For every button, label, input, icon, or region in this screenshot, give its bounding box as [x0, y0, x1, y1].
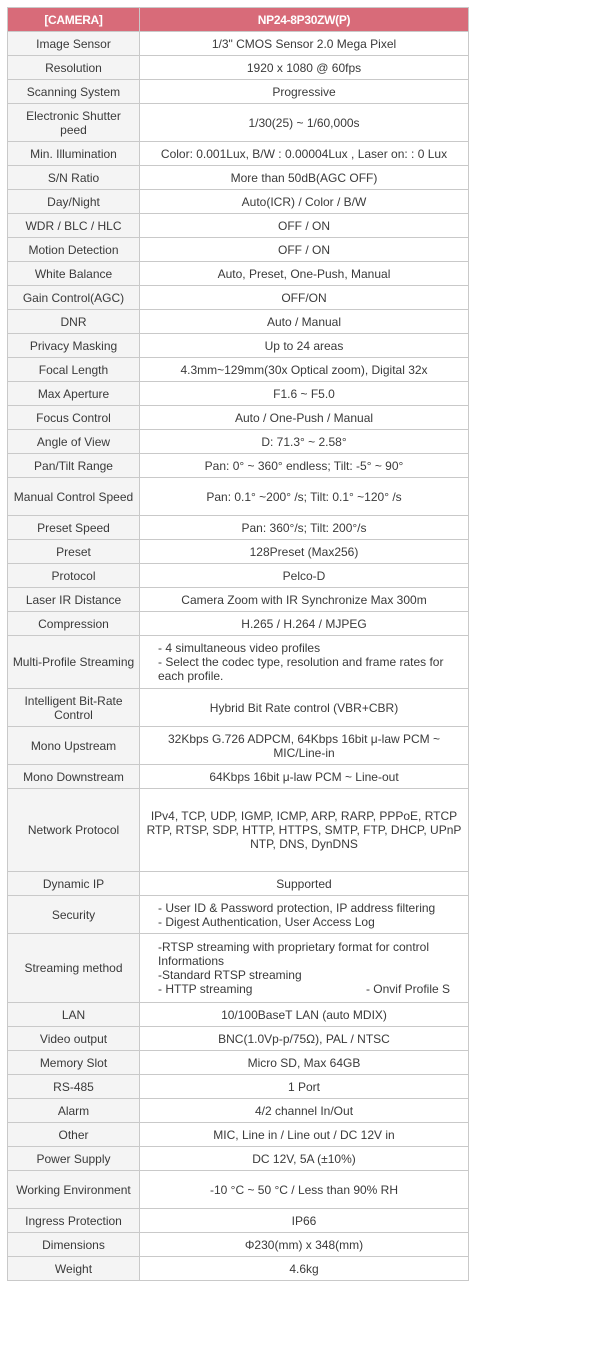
table-row — [8, 104, 469, 142]
table-row — [8, 238, 469, 262]
spec-label-motion-detection: Motion Detection — [8, 238, 140, 262]
table-row — [8, 32, 469, 56]
table-row — [8, 286, 469, 310]
spec-value-line: Color: 0.001Lux, B/W : 0.00004Lux , Laser on: : 0 Lux — [160, 146, 448, 161]
spec-value-weight — [140, 1257, 469, 1281]
spec-value-item: - HTTP streaming — [158, 982, 253, 996]
spec-label-ingress-protection: Ingress Protection — [8, 1209, 140, 1233]
spec-value-line: BNC(1.0Vp-p/75Ω), PAL / NTSC — [218, 1031, 390, 1046]
spec-value-line: 1920 x 1080 @ 60fps — [246, 60, 362, 75]
table-row — [8, 1051, 469, 1075]
table-row — [8, 1257, 469, 1281]
spec-value-alarm — [140, 1099, 469, 1123]
table-row — [8, 1171, 469, 1209]
spec-value-line: Pelco-D — [282, 568, 326, 583]
spec-label-network-protocol: Network Protocol — [8, 789, 140, 872]
spec-value-laser-ir-distance — [140, 588, 469, 612]
spec-value-line: IPv4, TCP, UDP, IGMP, ICMP, ARP, RARP, PPPoE, RTCP — [150, 809, 458, 823]
table-row — [8, 1075, 469, 1099]
spec-value-mono-downstream — [140, 765, 469, 789]
table-row — [8, 564, 469, 588]
spec-value-intelligent-bit-rate-control — [140, 689, 469, 727]
spec-value-line: 32Kbps G.726 ADPCM, 64Kbps 16bit μ-law PCM ~ MIC/Line-in — [167, 731, 441, 760]
spec-value-line: - Digest Authentication, User Access Log — [158, 914, 375, 929]
spec-label-preset-speed: Preset Speed — [8, 516, 140, 540]
spec-value-line: - User ID & Password protection, IP address filtering — [158, 900, 436, 915]
spec-value-line: OFF/ON — [281, 290, 327, 305]
spec-value-line: D: 71.3° ~ 2.58° — [261, 434, 347, 449]
spec-value-min-illumination — [140, 142, 469, 166]
table-row — [8, 310, 469, 334]
table-row — [8, 166, 469, 190]
spec-value-line: 4/2 channel In/Out — [254, 1103, 354, 1118]
spec-label-pan-tilt-range: Pan/Tilt Range — [8, 454, 140, 478]
spec-value-line: 1 Port — [287, 1079, 320, 1094]
spec-label-intelligent-bit-rate-control: Intelligent Bit-Rate Control — [8, 689, 140, 727]
spec-value-line: Progressive — [272, 84, 336, 99]
table-row — [8, 214, 469, 238]
spec-value-line: IP66 — [291, 1213, 317, 1228]
spec-label-white-balance: White Balance — [8, 262, 140, 286]
spec-label-other: Other — [8, 1123, 140, 1147]
spec-value-line: -Standard RTSP streaming — [158, 968, 302, 982]
spec-label-preset: Preset — [8, 540, 140, 564]
table-row — [8, 1003, 469, 1027]
spec-value-pan-tilt-range — [140, 454, 469, 478]
spec-value-line: 4.3mm~129mm(30x Optical zoom), Digital 32x — [180, 362, 428, 377]
spec-value-preset — [140, 540, 469, 564]
spec-value-line: Φ230(mm) x 348(mm) — [244, 1237, 364, 1252]
spec-label-scanning-system: Scanning System — [8, 80, 140, 104]
spec-value-rs-485 — [140, 1075, 469, 1099]
spec-value-line: Auto, Preset, One-Push, Manual — [217, 266, 391, 281]
table-row — [8, 262, 469, 286]
spec-value-dnr — [140, 310, 469, 334]
spec-value-privacy-masking — [140, 334, 469, 358]
spec-value-dimensions — [140, 1233, 469, 1257]
spec-value-line: 128Preset (Max256) — [249, 544, 359, 559]
spec-label-weight: Weight — [8, 1257, 140, 1281]
table-row — [8, 56, 469, 80]
table-row — [8, 1123, 469, 1147]
table-row — [8, 872, 469, 896]
spec-value-line: 4.6kg — [289, 1261, 319, 1276]
table-row — [8, 765, 469, 789]
spec-label-s-n-ratio: S/N Ratio — [8, 166, 140, 190]
spec-value-wdr-blc-hlc — [140, 214, 469, 238]
spec-label-resolution: Resolution — [8, 56, 140, 80]
spec-label-streaming-method: Streaming method — [8, 934, 140, 1003]
spec-label-max-aperture: Max Aperture — [8, 382, 140, 406]
spec-value-line — [158, 982, 464, 996]
spec-label-day-night: Day/Night — [8, 190, 140, 214]
spec-label-security: Security — [8, 896, 140, 934]
spec-value-day-night — [140, 190, 469, 214]
table-row — [8, 80, 469, 104]
table-row — [8, 612, 469, 636]
spec-label-privacy-masking: Privacy Masking — [8, 334, 140, 358]
table-row — [8, 142, 469, 166]
spec-value-line: -10 °C ~ 50 °C / Less than 90% RH — [209, 1182, 399, 1197]
spec-value-line: Auto / One-Push / Manual — [234, 410, 374, 425]
spec-value-line: NTP, DNS, DynDNS — [250, 837, 358, 851]
spec-value-line: 64Kbps 16bit μ-law PCM ~ Line-out — [209, 769, 399, 784]
spec-value-line: Supported — [276, 876, 332, 891]
spec-value-line: Hybrid Bit Rate control (VBR+CBR) — [209, 700, 399, 715]
table-row — [8, 727, 469, 765]
spec-value-line: DC 12V, 5A (±10%) — [252, 1151, 356, 1166]
spec-value-line: H.265 / H.264 / MJPEG — [241, 616, 367, 631]
spec-value-s-n-ratio — [140, 166, 469, 190]
spec-label-alarm: Alarm — [8, 1099, 140, 1123]
spec-value-focus-control — [140, 406, 469, 430]
spec-value-line: Pan: 360°/s; Tilt: 200°/s — [241, 520, 367, 535]
spec-value-max-aperture — [140, 382, 469, 406]
table-row — [8, 430, 469, 454]
table-row — [8, 382, 469, 406]
spec-value-item: - Onvif Profile S — [365, 982, 450, 996]
spec-label-dynamic-ip: Dynamic IP — [8, 872, 140, 896]
spec-value-memory-slot — [140, 1051, 469, 1075]
spec-value-line: Micro SD, Max 64GB — [247, 1055, 361, 1070]
spec-value-line: - Select the codec type, resolution and frame rates for each profile. — [158, 655, 444, 683]
spec-value-security — [140, 896, 469, 934]
spec-value-line: Up to 24 areas — [264, 338, 344, 353]
spec-value-working-environment — [140, 1171, 469, 1209]
spec-value-line: -RTSP streaming with proprietary format for control Informations — [158, 940, 429, 968]
spec-value-line: OFF / ON — [278, 242, 330, 257]
spec-table-body — [8, 32, 469, 1281]
table-header-row — [8, 8, 469, 32]
spec-label-mono-downstream: Mono Downstream — [8, 765, 140, 789]
spec-value-compression — [140, 612, 469, 636]
spec-value-angle-of-view — [140, 430, 469, 454]
table-row — [8, 689, 469, 727]
table-row — [8, 478, 469, 516]
table-row — [8, 789, 469, 872]
spec-label-image-sensor: Image Sensor — [8, 32, 140, 56]
spec-label-laser-ir-distance: Laser IR Distance — [8, 588, 140, 612]
spec-value-other — [140, 1123, 469, 1147]
spec-value-line: More than 50dB(AGC OFF) — [230, 170, 378, 185]
spec-label-focal-length: Focal Length — [8, 358, 140, 382]
spec-value-line: 1/30(25) ~ 1/60,000s — [248, 115, 360, 130]
header-category: [CAMERA] — [8, 8, 140, 32]
spec-label-protocol: Protocol — [8, 564, 140, 588]
spec-value-protocol — [140, 564, 469, 588]
spec-value-line: RTP, RTSP, SDP, HTTP, HTTPS, SMTP, FTP, DHCP, UPnP — [146, 823, 462, 837]
spec-label-mono-upstream: Mono Upstream — [8, 727, 140, 765]
spec-value-dynamic-ip — [140, 872, 469, 896]
spec-value-line: - 4 simultaneous video profiles — [158, 641, 321, 655]
spec-value-motion-detection — [140, 238, 469, 262]
spec-value-image-sensor — [140, 32, 469, 56]
spec-value-network-protocol — [140, 789, 469, 872]
header-model: NP24-8P30ZW(P) — [140, 8, 469, 32]
spec-value-streaming-method — [140, 934, 469, 1003]
table-row — [8, 516, 469, 540]
spec-value-line: Auto(ICR) / Color / B/W — [241, 194, 367, 209]
spec-label-dimensions: Dimensions — [8, 1233, 140, 1257]
spec-value-line: Auto / Manual — [266, 314, 342, 329]
spec-label-compression: Compression — [8, 612, 140, 636]
spec-value-line: Pan: 0° ~ 360° endless; Tilt: -5° ~ 90° — [204, 458, 404, 473]
spec-label-gain-control-agc: Gain Control(AGC) — [8, 286, 140, 310]
spec-value-line: MIC, Line in / Line out / DC 12V in — [213, 1127, 395, 1142]
spec-label-rs-485: RS-485 — [8, 1075, 140, 1099]
spec-label-working-environment: Working Environment — [8, 1171, 140, 1209]
table-row — [8, 934, 469, 1003]
spec-label-min-illumination: Min. Illumination — [8, 142, 140, 166]
spec-value-line: 1/3" CMOS Sensor 2.0 Mega Pixel — [211, 36, 397, 51]
table-row — [8, 1233, 469, 1257]
spec-value-resolution — [140, 56, 469, 80]
spec-value-lan — [140, 1003, 469, 1027]
table-row — [8, 588, 469, 612]
spec-value-electronic-shutter-peed — [140, 104, 469, 142]
spec-value-scanning-system — [140, 80, 469, 104]
spec-label-angle-of-view: Angle of View — [8, 430, 140, 454]
table-row — [8, 1147, 469, 1171]
spec-label-video-output: Video output — [8, 1027, 140, 1051]
spec-label-lan: LAN — [8, 1003, 140, 1027]
spec-value-ingress-protection — [140, 1209, 469, 1233]
table-row — [8, 454, 469, 478]
table-row — [8, 896, 469, 934]
spec-value-white-balance — [140, 262, 469, 286]
spec-value-video-output — [140, 1027, 469, 1051]
table-row — [8, 1209, 469, 1233]
spec-label-power-supply: Power Supply — [8, 1147, 140, 1171]
spec-label-memory-slot: Memory Slot — [8, 1051, 140, 1075]
spec-label-multi-profile-streaming: Multi-Profile Streaming — [8, 636, 140, 689]
spec-value-line: OFF / ON — [278, 218, 330, 233]
spec-table — [7, 7, 469, 1281]
table-row — [8, 636, 469, 689]
spec-label-wdr-blc-hlc: WDR / BLC / HLC — [8, 214, 140, 238]
spec-value-line: Camera Zoom with IR Synchronize Max 300m — [181, 592, 427, 607]
spec-label-manual-control-speed: Manual Control Speed — [8, 478, 140, 516]
table-row — [8, 190, 469, 214]
spec-value-focal-length — [140, 358, 469, 382]
spec-value-power-supply — [140, 1147, 469, 1171]
spec-value-line: Pan: 0.1° ~200° /s; Tilt: 0.1° ~120° /s — [206, 489, 402, 504]
spec-label-electronic-shutter-peed: Electronic Shutter peed — [8, 104, 140, 142]
spec-label-focus-control: Focus Control — [8, 406, 140, 430]
spec-value-mono-upstream — [140, 727, 469, 765]
table-row — [8, 1027, 469, 1051]
table-row — [8, 334, 469, 358]
spec-value-line: F1.6 ~ F5.0 — [273, 386, 335, 401]
spec-value-line: 10/100BaseT LAN (auto MDIX) — [221, 1007, 387, 1022]
table-row — [8, 540, 469, 564]
spec-value-multi-profile-streaming — [140, 636, 469, 689]
table-row — [8, 1099, 469, 1123]
table-row — [8, 358, 469, 382]
table-row — [8, 406, 469, 430]
spec-label-dnr: DNR — [8, 310, 140, 334]
spec-value-manual-control-speed — [140, 478, 469, 516]
spec-value-preset-speed — [140, 516, 469, 540]
spec-value-gain-control-agc — [140, 286, 469, 310]
